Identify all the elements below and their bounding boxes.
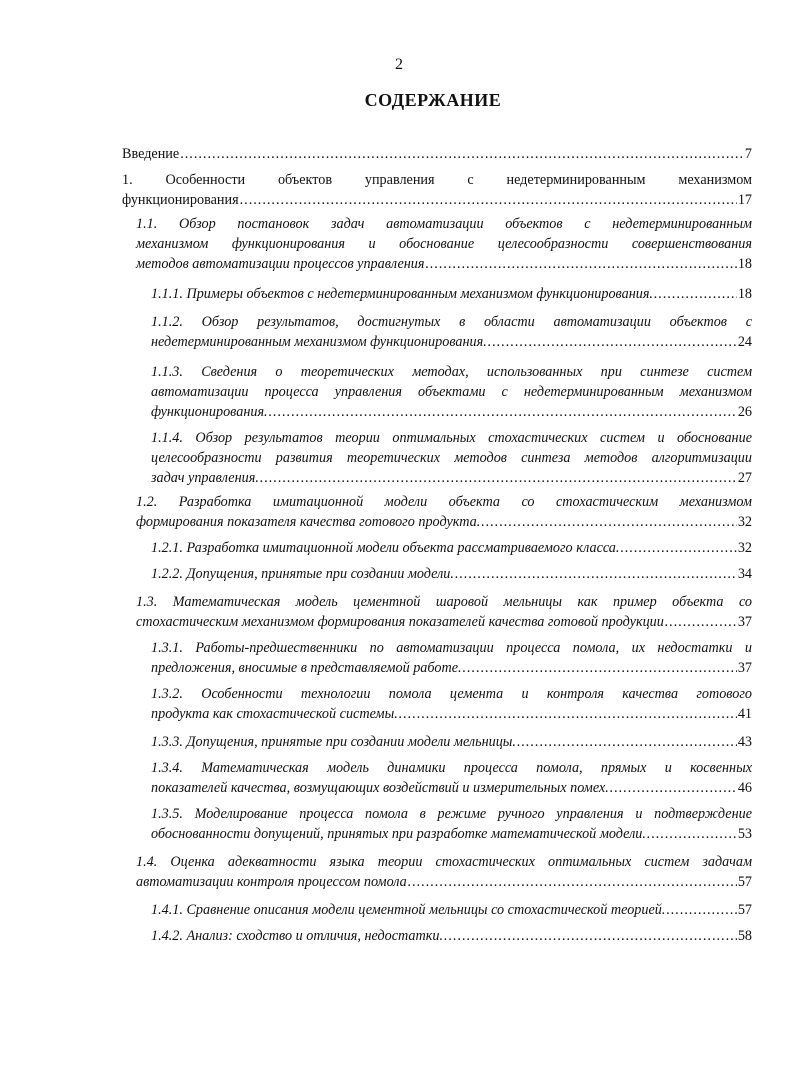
toc-page-number: 57 [737, 902, 752, 918]
toc-page-number: 18 [737, 286, 752, 302]
toc-entry [136, 592, 752, 632]
toc-entry-last-line [151, 926, 752, 946]
toc-entry-line: 1.2. Разработка имитационной модели объекта со стохастическим механизмом [136, 494, 752, 510]
page-number: 2 [395, 56, 403, 73]
toc-entry-title: 1.3.3. Допущения, принятые при создании модели мельницы. [151, 734, 516, 750]
toc-entry-title: стохастическим механизмом формирования показателей качества готовой продукции [136, 614, 664, 630]
toc-entry-last-line [151, 732, 752, 752]
toc-entry-title: формирования показателя качества готового продукта. [136, 514, 481, 530]
toc-entry [151, 284, 752, 304]
toc-page-number: 37 [737, 614, 752, 630]
toc-entry-last-line [136, 254, 752, 274]
page-title: СОДЕРЖАНИЕ [364, 90, 502, 110]
toc-entry [122, 144, 752, 164]
toc-entry-last-line [122, 190, 752, 210]
toc-page-number: 37 [737, 660, 752, 676]
toc-page-number: 43 [737, 734, 752, 750]
toc-entry-line: 1.3. Математическая модель цементной шаровой мельницы как пример объекта со [136, 594, 752, 610]
dot-leader [610, 778, 737, 798]
toc-entry [151, 926, 752, 946]
dot-leader [180, 144, 744, 164]
toc-entry-last-line [151, 564, 752, 584]
toc-page-number: 32 [737, 540, 752, 556]
toc-entry-last-line [136, 512, 752, 532]
toc-entry-title: задач управления. [151, 470, 259, 486]
toc-page-number: 46 [737, 780, 752, 796]
toc-entry-title: Введение [122, 146, 180, 162]
toc-entry [151, 684, 752, 724]
dot-leader [647, 824, 737, 844]
dot-leader [455, 564, 737, 584]
toc-entry-line: 1.3.2. Особенности технологии помола цемента и контроля качества готового [151, 686, 752, 702]
toc-entry [151, 900, 752, 920]
toc-entry [151, 428, 752, 488]
toc-page-number: 32 [737, 514, 752, 530]
toc-entry-title: функционирования [122, 192, 239, 208]
toc-entry-last-line [151, 900, 752, 920]
dot-leader [654, 284, 737, 304]
toc-entry-title: автоматизации контроля процессом помола [136, 874, 407, 890]
toc-entry [151, 638, 752, 678]
toc-entry [151, 758, 752, 798]
toc-entry-title: 1.2.2. Допущения, принятые при создании модели. [151, 566, 454, 582]
toc-entry-last-line [151, 658, 752, 678]
toc-entry-last-line [151, 824, 752, 844]
toc-page-number: 57 [737, 874, 752, 890]
toc-entry-line: 1.3.4. Математическая модель динамики процесса помола, прямых и косвенных [151, 760, 752, 776]
dot-leader [240, 190, 737, 210]
toc-entry-title: продукта как стохастической системы. [151, 706, 398, 722]
toc-entry-line: 1.3.5. Моделирование процесса помола в режиме ручного управления и подтверждение [151, 806, 752, 822]
toc-page-number: 17 [737, 192, 752, 208]
toc-page-number: 34 [737, 566, 752, 582]
dot-leader [408, 872, 737, 892]
toc-page-number: 18 [737, 256, 752, 272]
toc-entry-title: показателей качества, возмущающих воздействий и измерительных помех. [151, 780, 609, 796]
toc-entry-last-line [151, 704, 752, 724]
toc-entry-line: 1.4. Оценка адекватности языка теории стохастических оптимальных систем задачам [136, 854, 752, 870]
toc-entry [151, 312, 752, 352]
toc-entry-line: 1.1. Обзор постановок задач автоматизации объектов с недетерминированным [136, 216, 752, 232]
toc-entry-last-line [151, 332, 752, 352]
toc-entry-last-line [136, 612, 752, 632]
toc-entry-title: 1.1.1. Примеры объектов с недетерминированным механизмом функционирования. [151, 286, 653, 302]
dot-leader [665, 612, 737, 632]
toc-page-number: 7 [744, 146, 752, 162]
toc-page-number: 26 [737, 404, 752, 420]
dot-leader [481, 512, 737, 532]
dot-leader [260, 468, 737, 488]
toc-entry-line: механизмом функционирования и обоснование целесообразности совершенствования [136, 236, 752, 252]
toc-entry [122, 170, 752, 210]
dot-leader [666, 900, 736, 920]
toc-entry-line: 1.1.2. Обзор результатов, достигнутых в области автоматизации объектов с [151, 314, 752, 330]
toc-entry-line: 1.1.4. Обзор результатов теории оптимальных стохастических систем и обоснование [151, 430, 752, 446]
toc-entry [151, 732, 752, 752]
toc-entry-last-line [151, 468, 752, 488]
toc-entry-last-line [122, 144, 752, 164]
toc-entry-title: 1.4.2. Анализ: сходство и отличия, недостатки. [151, 928, 444, 944]
toc-entry [151, 804, 752, 844]
dot-leader [463, 658, 737, 678]
toc-entry [151, 564, 752, 584]
toc-entry-line: автоматизации процесса управления объектами с недетерминированным механизмом [151, 384, 752, 400]
toc-entry-last-line [151, 538, 752, 558]
toc-page-number: 53 [737, 826, 752, 842]
toc-entry-title: 1.2.1. Разработка имитационной модели объекта рассматриваемого класса. [151, 540, 620, 556]
dot-leader [425, 254, 736, 274]
toc-entry [151, 538, 752, 558]
toc-entry-title: предложения, вносимые в представляемой работе. [151, 660, 462, 676]
toc-entry-title: недетерминированным механизмом функционирования. [151, 334, 487, 350]
toc-entry [136, 492, 752, 532]
toc-entry-title: обоснованности допущений, принятых при разработке математической модели. [151, 826, 646, 842]
dot-leader [517, 732, 737, 752]
toc-page-number: 41 [737, 706, 752, 722]
dot-leader [269, 402, 737, 422]
toc-entry [136, 214, 752, 274]
toc-page-number: 24 [737, 334, 752, 350]
toc-page-number: 58 [737, 928, 752, 944]
dot-leader [399, 704, 737, 724]
toc-entry-line: 1.1.3. Сведения о теоретических методах, использованных при синтезе систем [151, 364, 752, 380]
toc-page-number: 27 [737, 470, 752, 486]
dot-leader [488, 332, 737, 352]
toc-entry-last-line [136, 872, 752, 892]
toc-entry-title: методов автоматизации процессов управления [136, 256, 425, 272]
toc-entry [136, 852, 752, 892]
dot-leader [620, 538, 736, 558]
toc-entry-last-line [151, 284, 752, 304]
toc-entry-title: функционирования. [151, 404, 268, 420]
toc-entry-line: 1. Особенности объектов управления с недетерминированным механизмом [122, 172, 752, 188]
toc-entry-last-line [151, 402, 752, 422]
toc-entry-line: целесообразности развития теоретических методов синтеза методов алгоритмизации [151, 450, 752, 466]
toc-entry-title: 1.4.1. Сравнение описания модели цементной мельницы со стохастической теорией. [151, 902, 666, 918]
toc-entry-last-line [151, 778, 752, 798]
toc-entry [151, 362, 752, 422]
dot-leader [444, 926, 737, 946]
toc-entry-line: 1.3.1. Работы-предшественники по автоматизации процесса помола, их недостатки и [151, 640, 752, 656]
